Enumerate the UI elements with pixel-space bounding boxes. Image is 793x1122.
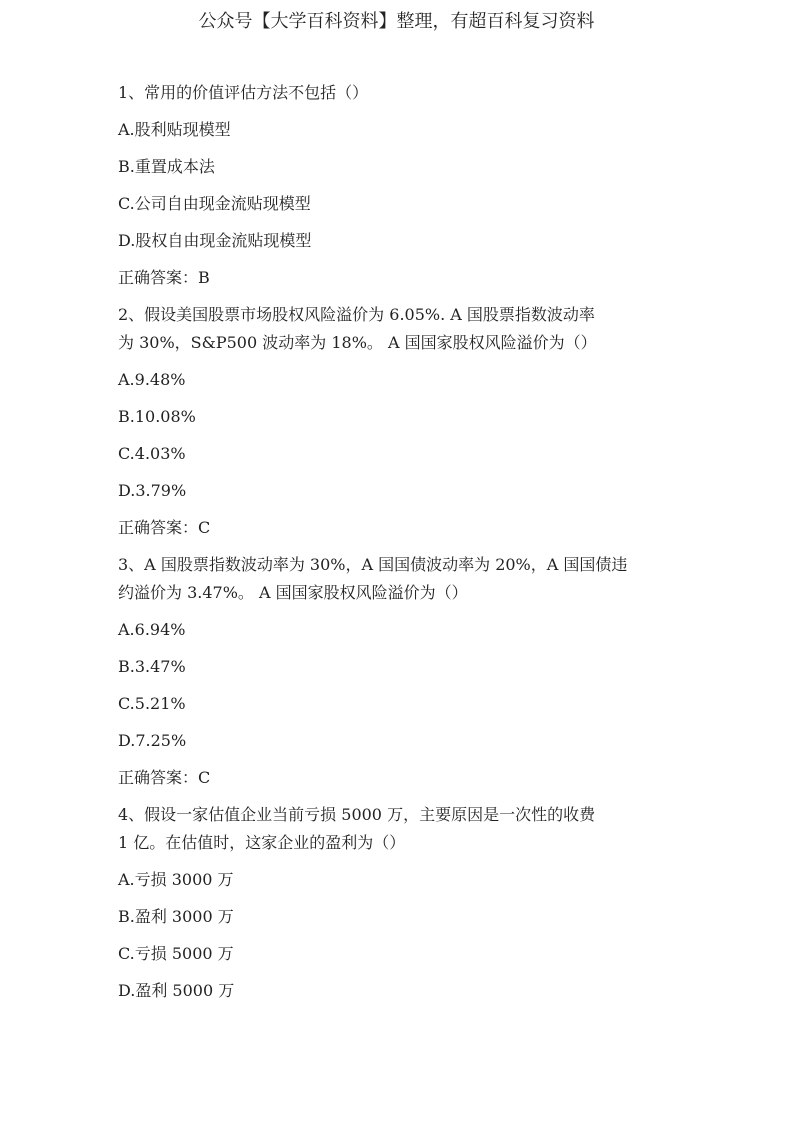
answer-option: C.亏损 5000 万 (118, 944, 234, 963)
correct-answer: 正确答案：C (118, 768, 211, 787)
question-line: 约溢价为 3.47%。 A 国国家股权风险溢价为（） (118, 583, 468, 602)
question-text (118, 79, 688, 107)
question-line: 1、常用的价值评估方法不包括（） (118, 83, 369, 102)
answer-option: C.4.03% (118, 444, 186, 463)
question-text (118, 301, 688, 357)
answer-option: D.盈利 5000 万 (118, 981, 235, 1000)
question-line: 2、假设美国股票市场股权风险溢价为 6.05%. A 国股票指数波动率 (118, 305, 595, 324)
question-line: 4、假设一家估值企业当前亏损 5000 万，主要原因是一次性的收费 (118, 805, 596, 824)
answer-option: B.3.47% (118, 657, 186, 676)
correct-answer: 正确答案：B (118, 268, 210, 287)
answer-option: D.7.25% (118, 731, 187, 750)
answer-option: A.亏损 3000 万 (118, 870, 234, 889)
answer-option: B.盈利 3000 万 (118, 907, 234, 926)
question-text (118, 801, 688, 857)
correct-answer: 正确答案：C (118, 518, 211, 537)
answer-option: A.股利贴现模型 (118, 120, 231, 139)
answer-option: D.股权自由现金流贴现模型 (118, 231, 312, 250)
question-text (118, 551, 688, 607)
answer-option: C.公司自由现金流贴现模型 (118, 194, 311, 213)
page-header: 公众号【大学百科资料】整理，有超百科复习资料 (198, 11, 595, 32)
answer-option: A.9.48% (118, 370, 186, 389)
answer-option: A.6.94% (118, 620, 186, 639)
answer-option: B.10.08% (118, 407, 196, 426)
answer-option: B.重置成本法 (118, 157, 215, 176)
answer-option: C.5.21% (118, 694, 186, 713)
answer-option: D.3.79% (118, 481, 187, 500)
question-line: 3、A 国股票指数波动率为 30%，A 国国债波动率为 20%，A 国国债违 (118, 555, 628, 574)
question-line: 1 亿。在估值时，这家企业的盈利为（） (118, 833, 406, 852)
question-line: 为 30%，S&P500 波动率为 18%。 A 国国家股权风险溢价为（） (118, 333, 597, 352)
question-list (118, 79, 688, 1014)
